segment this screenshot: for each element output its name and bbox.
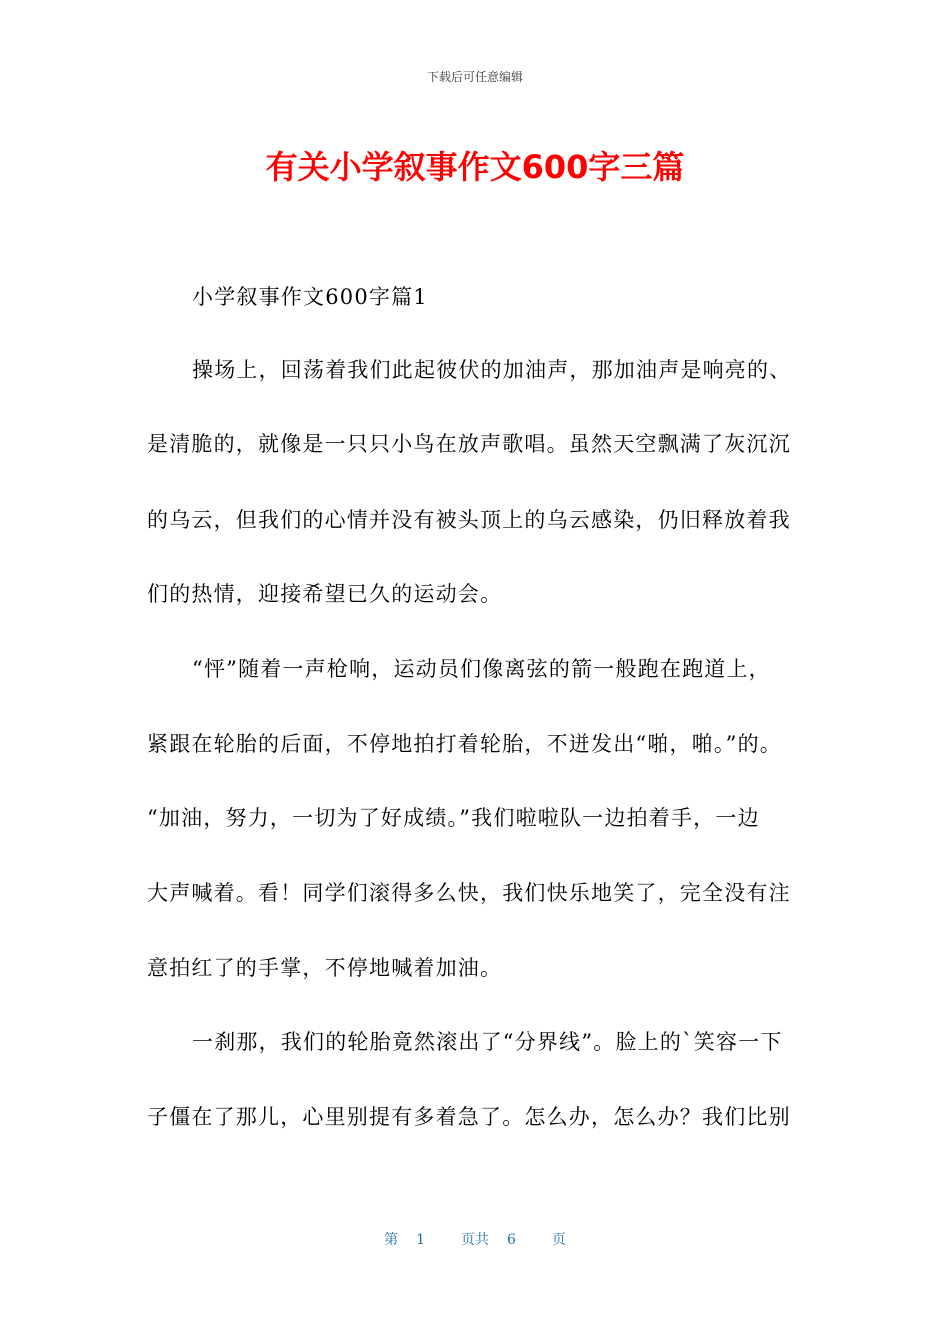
paragraph-line: 一刹那，我们的轮胎竟然滚出了“分界线”。脸上的`笑容一下 [192, 1030, 783, 1054]
footer-page-number: 1 [416, 1232, 425, 1248]
footer-total-pages: 6 [507, 1232, 516, 1248]
paragraph-line: 操场上，回荡着我们此起彼伏的加油声，那加油声是响亮的、 [192, 358, 792, 382]
page-footer [0, 1229, 950, 1249]
paragraph-line: 子僵在了那儿，心里别提有多着急了。怎么办，怎么办？我们比别 [147, 1105, 791, 1129]
section-heading: 小学叙事作文600字篇1 [192, 285, 428, 309]
paragraph-line: “加油，努力，一切为了好成绩。”我们啦啦队一边拍着手，一边 [147, 806, 760, 830]
paragraph-line: 们的热情，迎接希望已久的运动会。 [147, 582, 503, 606]
footer-prefix: 第 [384, 1232, 399, 1248]
footer-suffix: 页 [551, 1232, 566, 1248]
paragraph-line: 的乌云，但我们的心情并没有被头顶上的乌云感染，仍旧释放着我 [147, 508, 791, 532]
document-title: 有关小学叙事作文600字三篇 [265, 148, 685, 186]
paragraph-line: 大声喊着。看！同学们滚得多么快，我们快乐地笑了，完全没有注 [147, 881, 791, 905]
footer-mid: 页共 [461, 1232, 489, 1248]
paragraph-line: “怦”随着一声枪响，运动员们像离弦的箭一般跑在跑道上， [192, 657, 771, 681]
paragraph-line: 意拍红了的手掌，不停地喊着加油。 [147, 956, 503, 980]
paragraph-line: 紧跟在轮胎的后面，不停地拍打着轮胎，不迸发出“啪，啪。”的。 [147, 732, 782, 756]
header-note: 下载后可任意编辑 [426, 70, 523, 84]
paragraph-line: 是清脆的，就像是一只只小鸟在放声歌唱。虽然天空飘满了灰沉沉 [147, 432, 791, 456]
